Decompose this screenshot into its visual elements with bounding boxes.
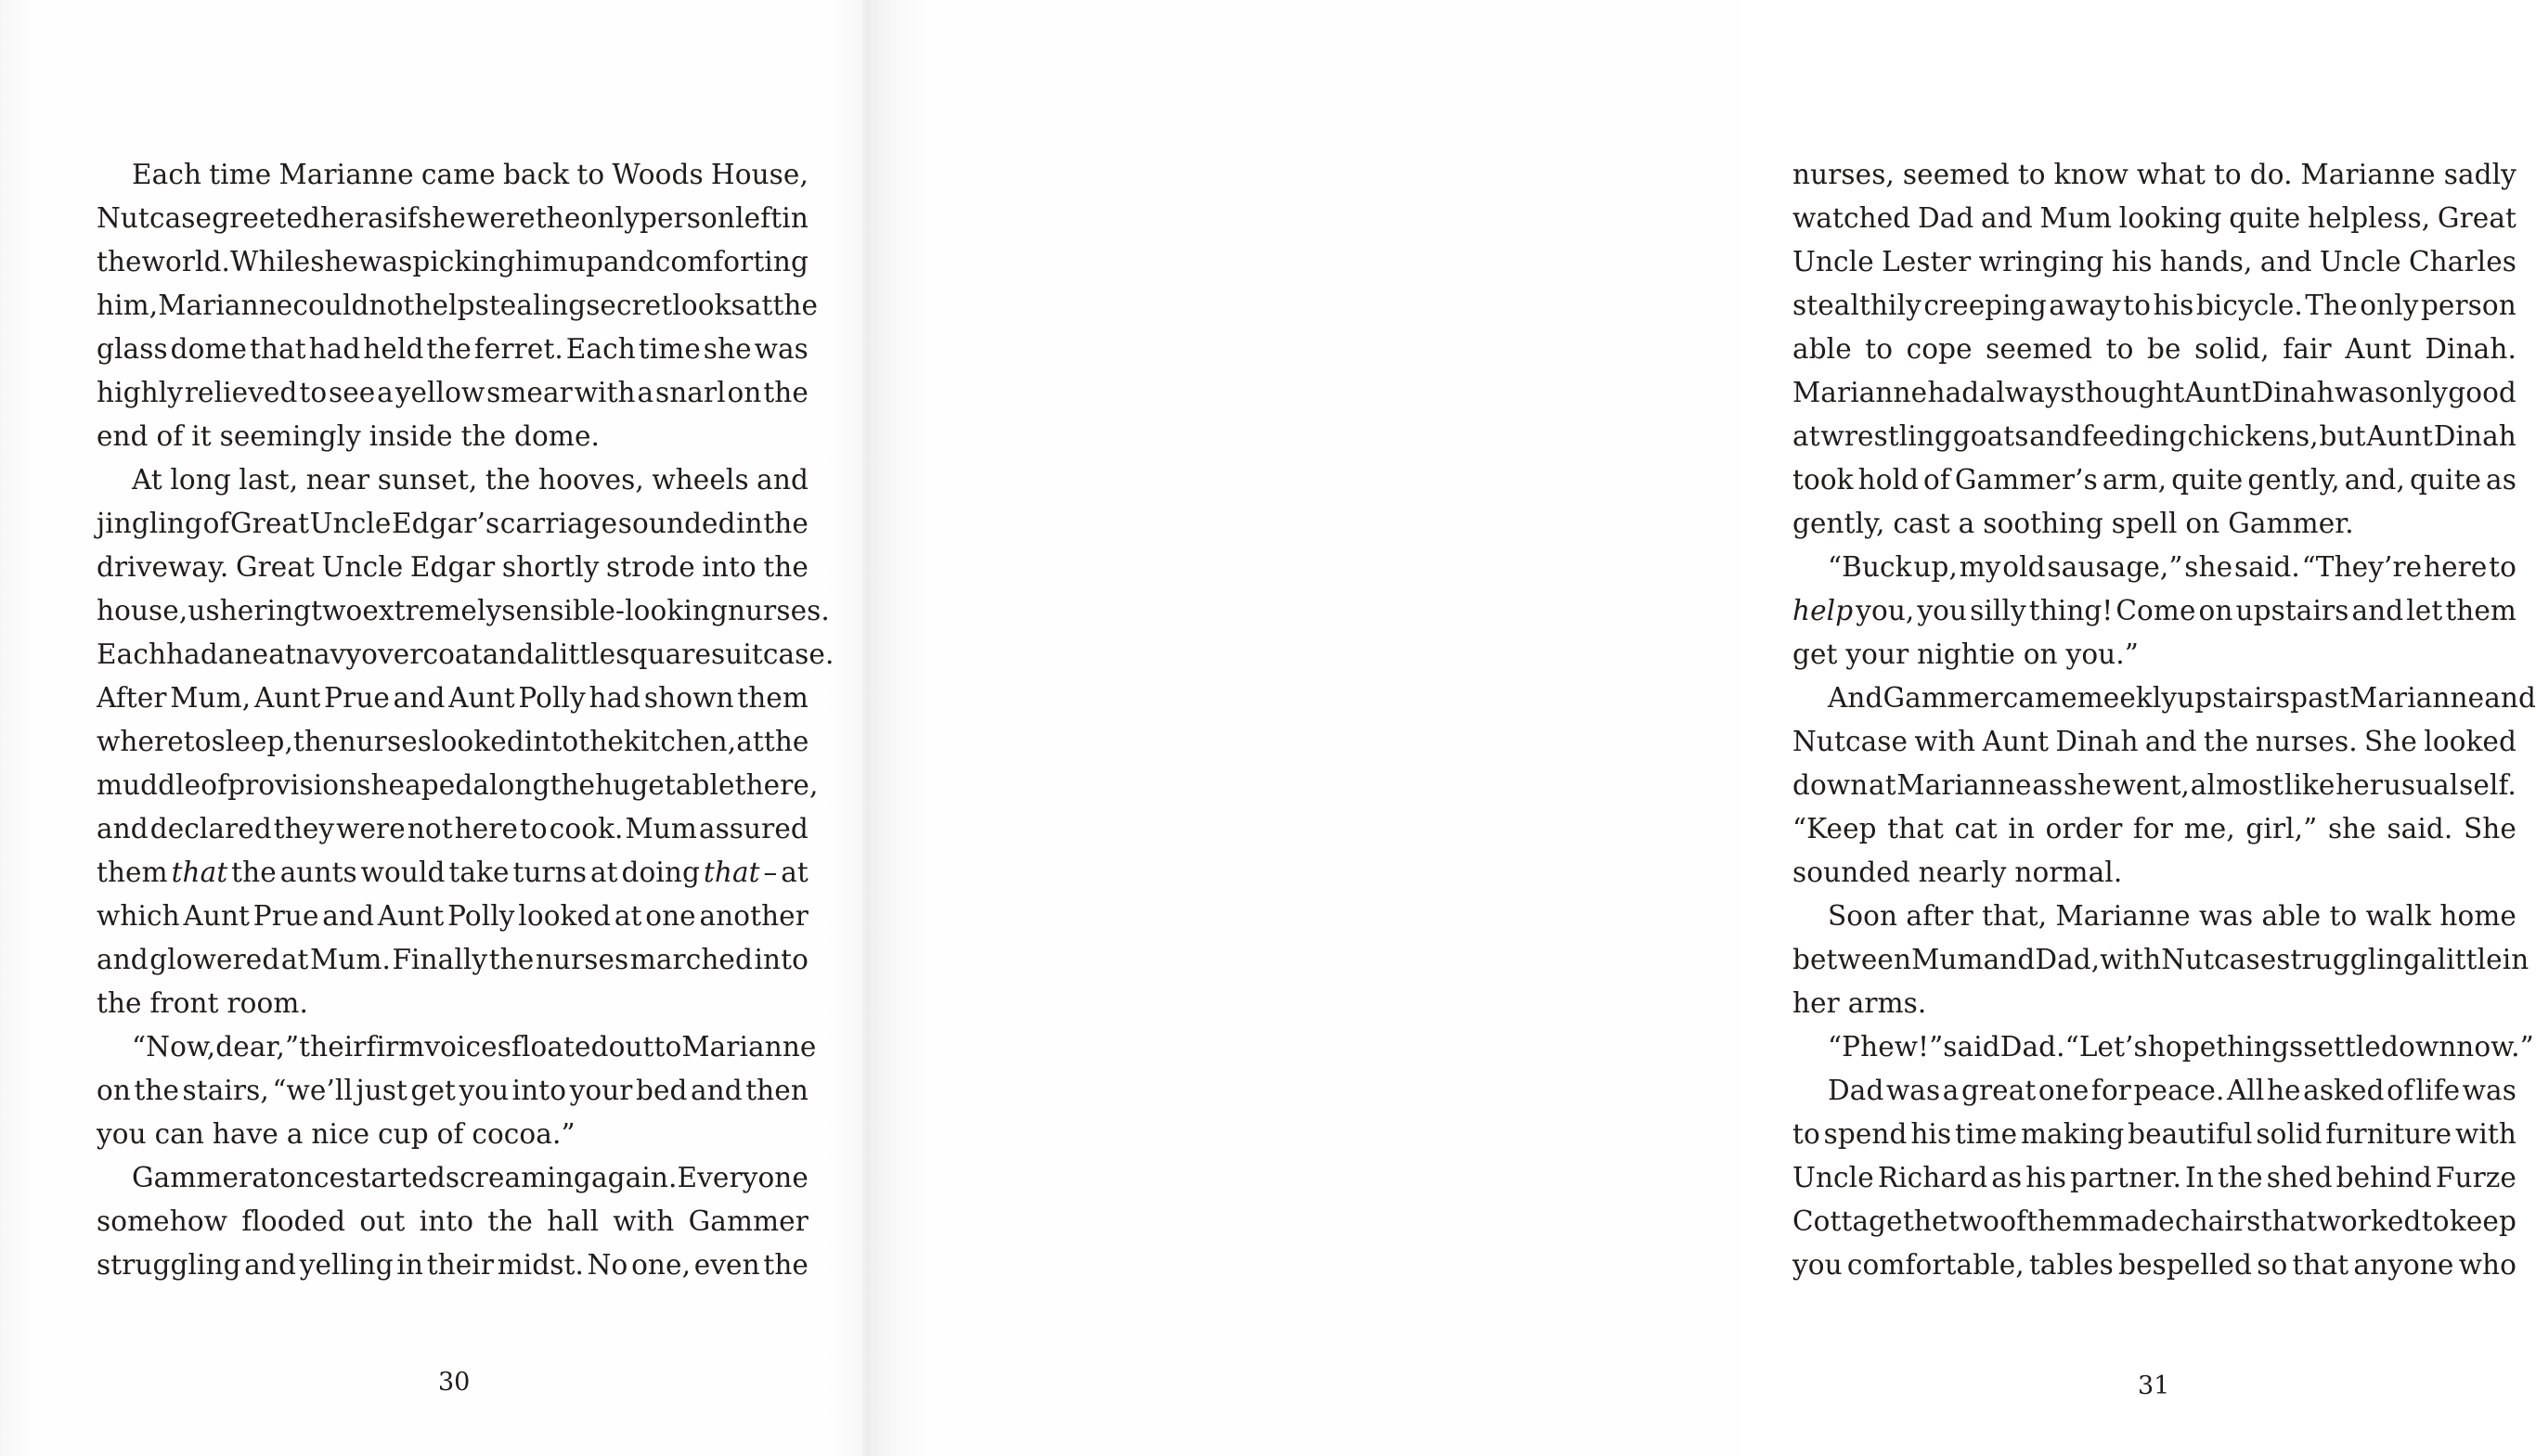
text-line: able to cope seemed to be solid, fair Aunt Dinah. [1792,333,2517,365]
text-line: nurses, seemed to know what to do. Marianne sadly [1792,159,2517,190]
text-line: where to sleep, the nurses looked into the kitchen, at the [97,726,809,757]
text-line: end of it seemingly inside the dome. [97,420,600,452]
text-line: on the stairs, “we’ll just get you into your bed and then [97,1075,809,1106]
text-line: Dad was a great one for peace. All he asked of life was [1828,1075,2517,1106]
text-line: Nutcase with Aunt Dinah and the nurses. She looked [1792,726,2517,757]
text-line: the front room. [97,987,308,1019]
right-page [868,0,2536,1456]
text-line: the world. While she was picking him up and comforting [97,246,809,277]
text-line: you can have a nice cup of cocoa.” [97,1118,576,1150]
text-line: struggling and yelling in their midst. No one, even the [97,1249,809,1281]
text-line: “Phew!” said Dad. “Let’s hope things settle down now.” [1828,1031,2534,1063]
text-line: muddle of provisions heaped along the huge table there, [97,769,819,801]
text-line: and declared they were not here to cook. Mum assured [97,813,809,844]
text-line: him, Marianne could not help stealing secret looks at the [97,290,819,321]
text-line: Uncle Lester wringing his hands, and Uncle Charles [1792,246,2517,277]
text-line: you comfortable, tables bespelled so that anyone who [1792,1249,2517,1281]
text-line: to spend his time making beautiful solid furniture with [1792,1118,2517,1150]
text-line: “Keep that cat in order for me, girl,” she said. She [1792,813,2517,844]
text-line: help you, you silly thing! Come on upstairs and let them [1792,595,2517,626]
text-line: which Aunt Prue and Aunt Polly looked at one another [97,900,809,932]
text-line: At long last, near sunset, the hooves, wheels and [132,464,809,496]
text-line: Soon after that, Marianne was able to walk home [1828,900,2517,932]
text-line: Uncle Richard as his partner. In the shed behind Furze [1792,1162,2517,1193]
left-page-number: 30 [438,1368,471,1397]
left-page-text [97,153,835,1287]
text-line: “Now, dear,” their firm voices floated out to Marianne [132,1031,817,1063]
text-line: Nutcase greeted her as if she were the only person left in [97,202,809,234]
text-line: After Mum, Aunt Prue and Aunt Polly had shown them [97,682,809,714]
text-line: sounded nearly normal. [1792,857,2123,888]
text-line: took hold of Gammer’s arm, quite gently, and, quite as [1792,464,2517,496]
text-line: Cottage the two of them made chairs that worked to keep [1792,1205,2517,1237]
text-line: Marianne had always thought Aunt Dinah was only good [1792,377,2517,408]
text-line: driveway. Great Uncle Edgar shortly strode into the [97,551,809,583]
text-line: somehow flooded out into the hall with Gammer [97,1205,809,1237]
text-line: “Buck up, my old sausage,” she said. “They’re here to [1828,551,2517,583]
text-line: highly relieved to see a yellow smear with a snarl on the [97,377,809,408]
text-line: at wrestling goats and feeding chickens, but Aunt Dinah [1792,420,2517,452]
text-line: get your nightie on you.” [1792,638,2139,670]
text-line: stealthily creeping away to his bicycle. The only person [1792,290,2517,321]
text-line: down at Marianne as she went, almost like her usual self. [1792,769,2517,801]
text-line: And Gammer came meekly upstairs past Marianne and [1828,682,2536,714]
text-line: Gammer at once started screaming again. Everyone [132,1162,809,1193]
text-line: them that the aunts would take turns at doing that – at [97,857,809,888]
text-line: Each time Marianne came back to Woods House, [132,159,809,190]
text-line: between Mum and Dad, with Nutcase struggling a little in [1792,944,2530,975]
text-line: watched Dad and Mum looking quite helpless, Great [1792,202,2517,234]
text-line: her arms. [1792,987,1927,1019]
book-gutter [861,0,874,1456]
right-page-number: 31 [2138,1372,2170,1400]
text-line: jingling of Great Uncle Edgar’s carriage sounded in the [97,508,809,539]
text-line: Each had a neat navy overcoat and a little square suitcase. [97,638,835,670]
text-line: house, ushering two extremely sensible-looking nurses. [97,595,830,626]
right-page-text [1792,153,2536,1287]
text-line: gently, cast a soothing spell on Gammer. [1792,508,2354,539]
text-line: glass dome that had held the ferret. Each time she was [97,333,809,365]
left-page [0,0,868,1456]
text-line: and glowered at Mum. Finally the nurses marched into [97,944,809,975]
